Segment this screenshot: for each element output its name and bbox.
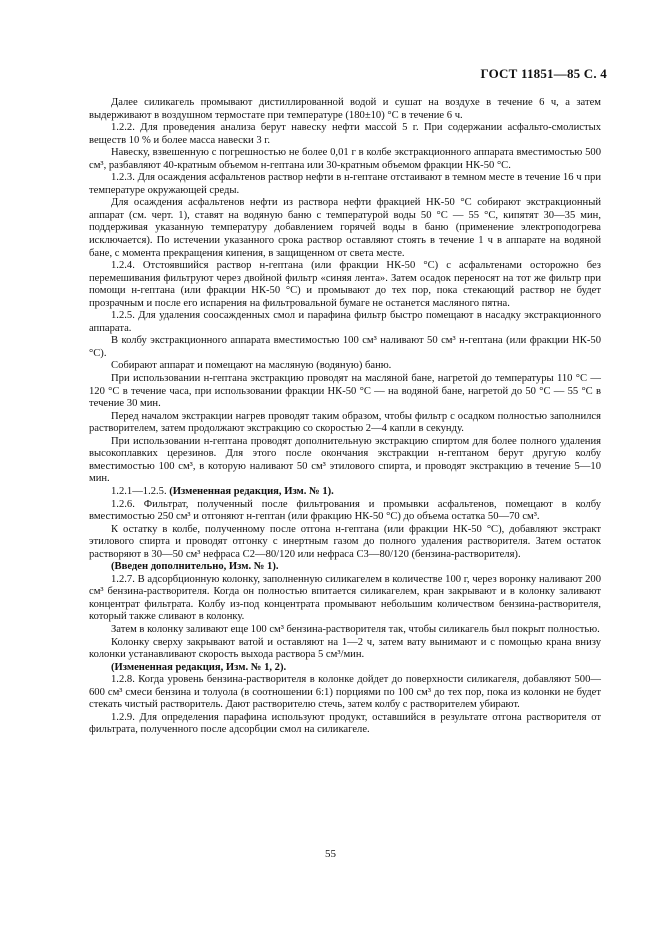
paragraph: 1.2.3. Для осаждения асфальтенов раствор нефти в н-гептане отстаивают в темном месте в течение 16 ч при температуре окружающей среды. — [89, 172, 601, 196]
paragraph: В колбу экстракционного аппарата вместимостью 100 см³ наливают 50 см³ н-гептана (или фракции НК-50 °С). — [89, 335, 601, 359]
paragraph: 1.2.8. Когда уровень бензина-растворителя в колонке дойдет до поверхности силикагеля, добавляют 500—600 см³ смеси бензина и толуола (в соотношении 6:1) порциями по 100 см³ до тех пор, пока из колонки не будет стекать чистый растворитель. Дают растворителю стечь, затем колбу с растворителем убирают. — [89, 674, 601, 711]
paragraph: Для осаждения асфальтенов нефти из раствора нефти фракцией НК-50 °С собирают экстракционный аппарат (см. черт. 1), ставят на водяную баню с температурой воды 50 °С — 55 °С, кипятят 30—35 мин, поддерживая указанную температуру добавлением горячей воды в баню (применение электроподогрева исключается). По истечении указанного срока раствор оставляют стоять в течение 1 ч в аппарате на водяной бане, с момента прекращения кипения, в защищенном от света месте. — [89, 197, 601, 259]
paragraph: 1.2.6. Фильтрат, полученный после фильтрования и промывки асфальтенов, помещают в колбу вместимостью 250 см³ и отгоняют н-гептан (или фракцию НК-50 °С) до объема остатка 50—70 см³. — [89, 498, 601, 523]
paragraph: При использовании н-гептана экстракцию проводят на масляной бане, нагретой до температуры 110 °С — 120 °С в течение часа, при использовании фракции НК-50 °С — на водяной бане, нагретой до 50 °С — 55 °С в течение 30 мин. — [89, 373, 601, 410]
amendment-note: (Введен дополнительно, Изм. № 1). — [111, 561, 279, 573]
paragraph: Затем в колонку заливают еще 100 см³ бензина-растворителя так, чтобы силикагель был покрыт полностью. — [111, 623, 600, 635]
paragraph: 1.2.9. Для определения парафина используют продукт, оставшийся в результате отгона растворителя от фильтрата, полученного после адсорбции смол на силикагеле. — [89, 711, 601, 736]
amendment-note: (Измененная редакция, Изм. № 1, 2). — [111, 661, 287, 673]
paragraph: При использовании н-гептана проводят дополнительную экстракцию спиртом для более полного удаления высокоплавких церезинов. Для этого после окончания экстракции н-гептаном берут другую колбу вместимостью 100 см³, в которую наливают 50 см³ этилового спирта, и проводят экстракцию в течение 5—10 мин. — [89, 435, 601, 485]
paragraph: Колонку сверху закрывают ватой и оставляют на 1—2 ч, затем вату вынимают и с помощью крана внизу колонки устанавливают скорость выхода раствора 5 см³/мин. — [89, 636, 601, 661]
paragraph: Навеску, взвешенную с погрешностью не более 0,01 г в колбе экстракционного аппарата вместимостью 500 см³, разбавляют 40-кратным объемом н-гептана или 30-кратным объемом фракции НК-50 °С. — [89, 147, 601, 171]
paragraph: 1.2.5. Для удаления соосажденных смол и парафина фильтр быстро помещают в насадку экстракционного аппарата. — [89, 310, 601, 334]
paragraph: 1.2.7. В адсорбционную колонку, заполненную силикагелем в количестве 100 г, через воронку наливают 200 см³ бензина-растворителя. Когда он полностью впитается силикагелем, кран закрывают и в колонку заливают концентрат фильтрата. Колбу из-под концентрата промывают небольшим количеством бензина-растворителя, который также сливают в колонку. — [89, 573, 601, 623]
page-header: ГОСТ 11851—85 С. 4 — [480, 66, 607, 81]
amendment-text: (Измененная редакция, Изм. № 1). — [169, 485, 334, 497]
document-body — [89, 97, 601, 737]
paragraph: 1.2.2. Для проведения анализа берут навеску нефти массой 5 г. При содержании асфальто-смолистых веществ 10 % и более масса навески 3 г. — [89, 122, 601, 146]
paragraph: Перед началом экстракции нагрев проводят таким образом, чтобы фильтр с осадком полностью заполнился растворителем, затем продолжают экстракцию со скоростью 2—4 капли в секунду. — [89, 410, 601, 435]
amendment-note — [89, 486, 601, 499]
paragraph: К остатку в колбе, полученному после отгона н-гептана (или фракции НК-50 °С), добавляют экстракт этилового спирта и проводят отгонку с инертным газом до полного удаления растворителя. Затем остаток растворяют в 30—50 см³ нефраса С2—80/120 или нефраса С3—80/120 (бензина-растворителя). — [89, 523, 601, 560]
paragraph: 1.2.4. Отстоявшийся раствор н-гептана (или фракции НК-50 °С) с асфальтенами осторожно без перемешивания фильтруют через двойной фильтр «синяя лента». Затем осадок переносят на тот же фильтр при помощи н-гептана (или фракции НК-50 °С) и промывают до тех пор, пока стекающий раствор не будет прозрачным и после его испарения на фильтровальной бумаге не останется масляного пятна. — [89, 260, 601, 309]
paragraph: Далее силикагель промывают дистиллированной водой и сушат на воздухе в течение 6 ч, а затем выдерживают в воздушном термостате при температуре (180±10) °С в течение 6 ч. — [89, 97, 601, 121]
amendment-clauses: 1.2.1—1.2.5. — [111, 485, 170, 497]
page-number: 55 — [325, 848, 336, 860]
paragraph: Собирают аппарат и помещают на масляную (водяную) баню. — [111, 360, 392, 372]
